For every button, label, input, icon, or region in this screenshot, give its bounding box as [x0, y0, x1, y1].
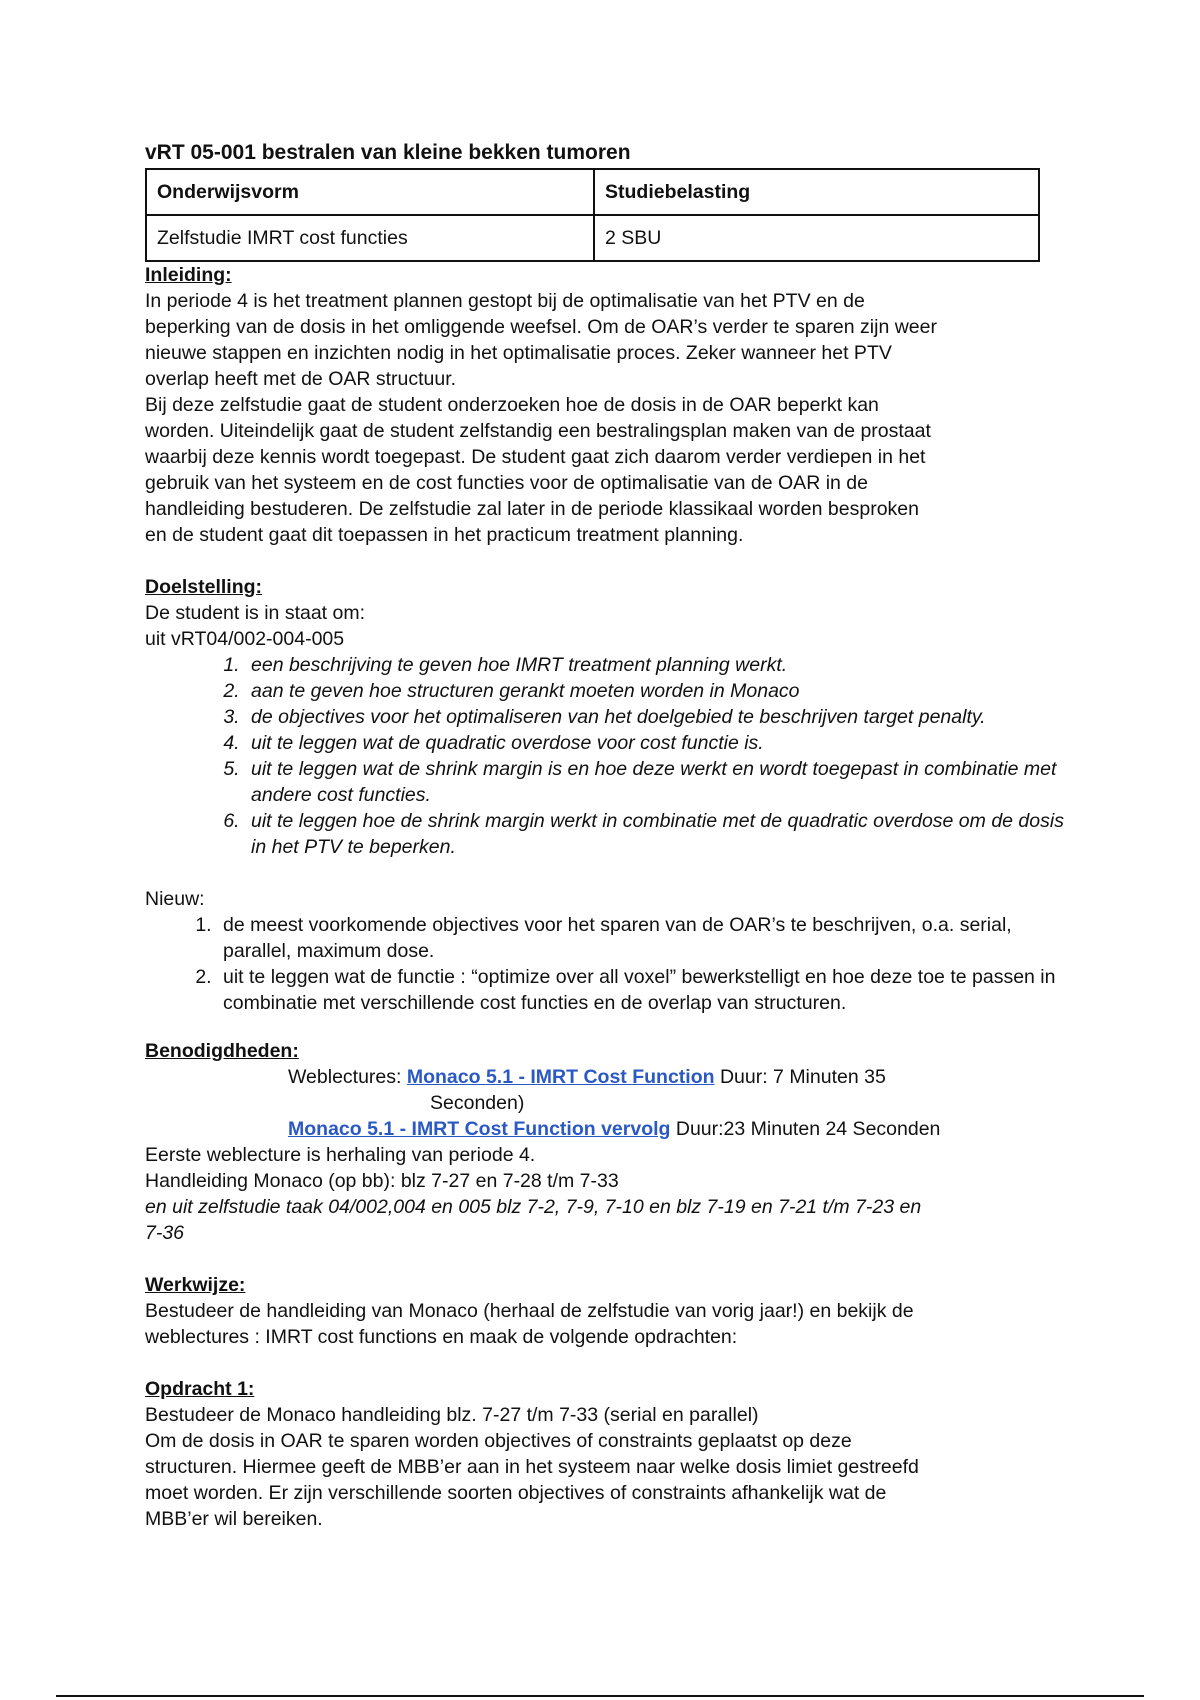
nieuw-heading: Nieuw: [145, 888, 205, 910]
info-table [145, 168, 1040, 262]
text-line: Handleiding Monaco (op bb): blz 7-27 en 7-28 t/m 7-33 [145, 1170, 619, 1192]
document-page [145, 140, 1065, 1532]
text-line: nieuwe stappen en inzichten nodig in het optimalisatie proces. Zeker wanneer het PTV [145, 342, 892, 364]
list-item: 5. uit te leggen wat de shrink margin is en hoe deze werkt en wordt toegepast in combinatie met andere cost functies. [245, 756, 1065, 808]
table-cell: 2 SBU [594, 215, 1039, 261]
table-cell: Zelfstudie IMRT cost functies [146, 215, 594, 261]
text-line: 7-36 [145, 1222, 185, 1244]
table-row [146, 215, 1039, 261]
goals-list [145, 652, 1065, 860]
text-line: Bij deze zelfstudie gaat de student onderzoeken hoe de dosis in de OAR beperkt kan [145, 394, 879, 416]
benodigdheden-heading: Benodigdheden: [145, 1040, 299, 1062]
text-line: en de student gaat dit toepassen in het practicum treatment planning. [145, 524, 744, 546]
text-line: Eerste weblecture is herhaling van periode 4. [145, 1144, 536, 1166]
spacer [145, 548, 1065, 574]
text-line: MBB’er wil bereiken. [145, 1508, 323, 1530]
list-item: 1. de meest voorkomende objectives voor het sparen van de OAR’s te beschrijven, o.a. serial, parallel, maximum dose. [217, 912, 1065, 964]
text-line: beperking van de dosis in het omliggende weefsel. Om de OAR’s verder te sparen zijn weer [145, 316, 937, 338]
werkwijze-heading: Werkwijze: [145, 1274, 246, 1296]
duration-text: Duur: 7 Minuten 35 [714, 1066, 886, 1088]
opdracht1-heading: Opdracht 1: [145, 1378, 255, 1400]
list-item: 2. uit te leggen wat de functie : “optimize over all voxel” bewerkstelligt en hoe deze toe te passen in combinatie met verschillende cost functies en de overlap van structuren. [217, 964, 1065, 1016]
text-line: en uit zelfstudie taak 04/002,004 en 005 blz 7-2, 7-9, 7-10 en blz 7-19 en 7-21 t/m 7-23 en [145, 1196, 922, 1218]
text-line: weblectures : IMRT cost functions en maak de volgende opdrachten: [145, 1326, 738, 1348]
table-header-row [146, 169, 1039, 215]
list-item: 1. een beschrijving te geven hoe IMRT treatment planning werkt. [245, 652, 1065, 678]
text-line: moet worden. Er zijn verschillende soorten objectives of constraints afhankelijk wat de [145, 1482, 887, 1504]
weblectures-line [145, 1064, 1065, 1090]
duration-text: Duur:23 Minuten 24 Seconden [670, 1118, 941, 1140]
text-line: overlap heeft met de OAR structuur. [145, 368, 457, 390]
text-line: waarbij deze kennis wordt toegepast. De student gaat zich daarom verder verdiepen in het [145, 446, 926, 468]
weblectures-line-2 [145, 1116, 1065, 1142]
doelstelling-heading: Doelstelling: [145, 576, 263, 598]
weblecture-link-1[interactable]: Monaco 5.1 - IMRT Cost Function [406, 1066, 715, 1088]
text-line: handleiding bestuderen. De zelfstudie zal later in de periode klassikaal worden besproken [145, 498, 919, 520]
text-line: worden. Uiteindelijk gaat de student zelfstandig een bestralingsplan maken van de prostaat [145, 420, 931, 442]
text-line: gebruik van het systeem en de cost functies voor de optimalisatie van de OAR in de [145, 472, 868, 494]
spacer [145, 860, 1065, 886]
text-line: uit vRT04/002-004-005 [145, 628, 345, 650]
list-item: 2. aan te geven hoe structuren gerankt moeten worden in Monaco [245, 678, 1065, 704]
table-header-cell: Onderwijsvorm [146, 169, 594, 215]
text-line: In periode 4 is het treatment plannen gestopt bij de optimalisatie van het PTV en de [145, 290, 865, 312]
weblecture-link-2[interactable]: Monaco 5.1 - IMRT Cost Function vervolg [288, 1118, 671, 1140]
text-line: De student is in staat om: [145, 602, 366, 624]
text-line: structuren. Hiermee geeft de MBB’er aan in het systeem naar welke dosis limiet gestreefd [145, 1456, 919, 1478]
inleiding-heading: Inleiding: [145, 264, 232, 286]
new-goals-list [145, 912, 1065, 1016]
footer-divider [56, 1695, 1144, 1697]
duration-continuation: Seconden) [430, 1092, 525, 1114]
list-item: 3. de objectives voor het optimaliseren van het doelgebied te beschrijven target penalty. [245, 704, 1065, 730]
table-header-cell: Studiebelasting [594, 169, 1039, 215]
spacer [145, 1350, 1065, 1376]
spacer [145, 1246, 1065, 1272]
text-line: Bestudeer de Monaco handleiding blz. 7-27 t/m 7-33 (serial en parallel) [145, 1404, 759, 1426]
document-title: vRT 05-001 bestralen van kleine bekken tumoren [145, 141, 631, 164]
spacer [145, 1016, 1065, 1038]
list-item: 6. uit te leggen hoe de shrink margin werkt in combinatie met de quadratic overdose om de dosis in het PTV te beperken. [245, 808, 1065, 860]
list-item: 4. uit te leggen wat de quadratic overdose voor cost functie is. [245, 730, 1065, 756]
text-line: Bestudeer de handleiding van Monaco (herhaal de zelfstudie van vorig jaar!) en bekijk de [145, 1300, 914, 1322]
text-line: Om de dosis in OAR te sparen worden objectives of constraints geplaatst op deze [145, 1430, 852, 1452]
weblectures-label: Weblectures: [288, 1066, 407, 1088]
